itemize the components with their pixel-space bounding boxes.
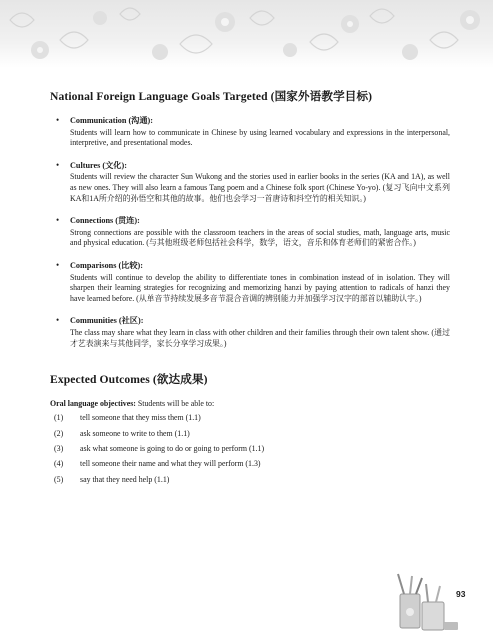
outcome-text: ask what someone is going to do or going to perform (1.1) [80,443,265,453]
goal-item [50,161,450,204]
pencil-cup-illustration [392,572,462,634]
outcome-text: tell someone that they miss them (1.1) [80,413,201,423]
outcome-number: (5) [54,474,64,484]
goal-text: Students will review the character Sun Wukong and the stories used in earlier books in the series (KA and 1A), as well as new ones. They will also learn a famous Tang poem and a Chinese folk sport (Chinese Yo-yo). (复习飞向中文系列KA和1A所介绍的孙悟空和其他的故事。他们也会学习一首唐诗和抖空竹的相关知识。) [70,172,450,203]
outcome-number: (2) [54,428,64,438]
outcome-list [50,410,450,487]
goal-item [50,216,450,249]
goal-title: Comparisons (比较): [70,260,144,270]
page-content [50,88,450,487]
outcome-number: (4) [54,459,64,469]
outcome-item [50,441,450,456]
outcome-text: ask someone to write to them (1.1) [80,428,190,438]
goal-title: Cultures (文化): [70,160,127,170]
page-number: 93 [456,589,466,599]
outcome-item [50,472,450,487]
goal-title: Connections (贯连): [70,216,140,226]
oral-objectives-line [50,399,450,408]
oral-objectives-label: Oral language objectives: [50,399,136,409]
bullet-icon: • [56,315,60,326]
decorative-header-banner [0,0,493,68]
outcome-text: tell someone their name and what they will perform (1.3) [80,459,261,469]
goal-item [50,261,450,304]
goals-list [50,116,450,349]
bullet-icon: • [56,259,60,270]
outcome-number: (1) [54,413,64,423]
bullet-icon: • [56,215,60,226]
bullet-icon: • [56,115,60,125]
goal-text: Strong connections are possible with the classroom teachers in the areas of social studies, math, language arts, music and physical education. (与其他班级老师包括社会科学，数学，语文，音乐和体育老师们的紧密合作。) [70,227,450,248]
goal-text: Students will continue to develop the ability to differentiate tones in combination instead of in isolation. They will sharpen their learning strategies for recognizing and memorizing hanzi by paying attention to radicals of hanzi they have learned before. (从单音节持续发展多音节混合音调的辨别能力并加强学习汉字的部首以辅助认字。) [70,272,450,303]
goal-text: The class may share what they learn in class with other children and their families through their own talent show. (通过才艺表演来与其他同学，家长分享学习成果。) [70,327,450,348]
outcome-text: say that they need help (1.1) [80,474,170,484]
goal-title: Communication (沟通): [70,116,154,125]
outcome-number: (3) [54,443,64,453]
goal-text: Students will learn how to communicate in Chinese by using learned vocabulary and expressions in the interpersonal, interpretive, and presentational modes. [70,127,450,148]
goal-item [50,316,450,349]
outcomes-section [50,371,450,487]
outcome-item [50,456,450,471]
goals-heading: National Foreign Language Goals Targeted (国家外语教学目标) [50,90,373,103]
floral-pattern-graphic [0,0,493,68]
goal-title: Communities (社区): [70,316,144,326]
outcome-item [50,410,450,425]
outcomes-heading: Expected Outcomes (欲达成果) [50,373,208,387]
oral-objectives-intro: Students will be able to: [135,399,215,409]
goal-item [50,116,450,149]
outcome-item [50,426,450,441]
bullet-icon: • [56,159,60,170]
